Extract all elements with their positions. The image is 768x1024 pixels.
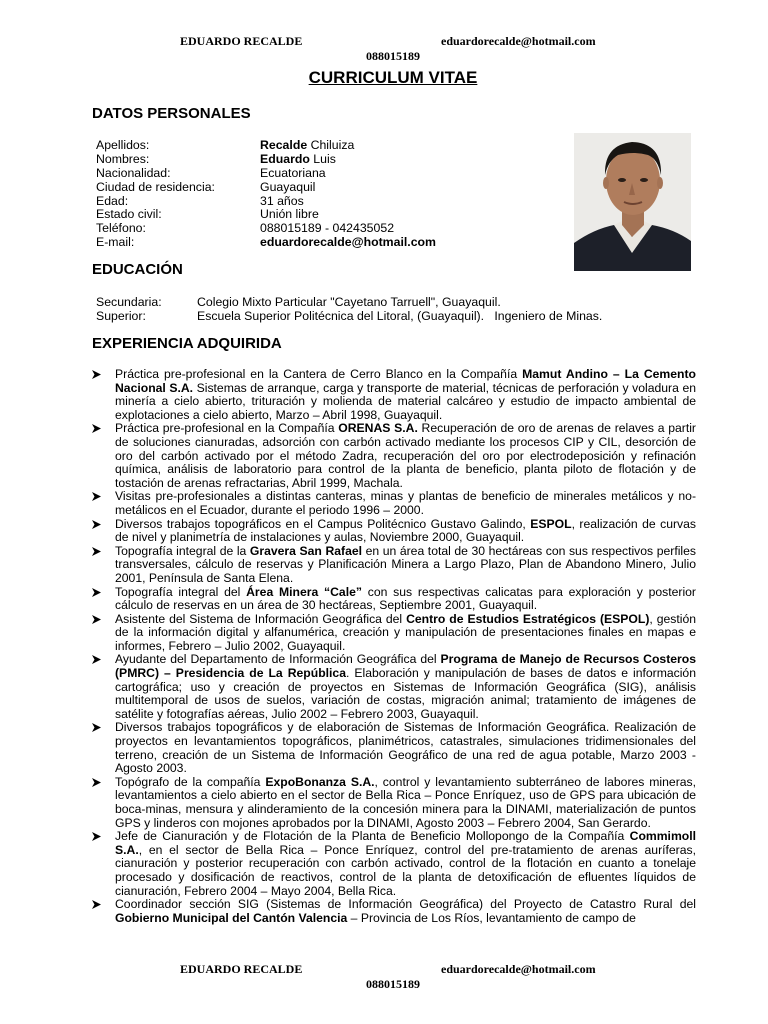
- experience-item-text: Coordinador sección SIG (Sistemas de Información Geográfica) del Proyecto de Catastro Rural del: [115, 897, 696, 912]
- personal-value-rest: 31 años: [260, 193, 304, 208]
- personal-row: [96, 139, 436, 153]
- experience-item-text: Práctica pre-profesional en la Compañía: [115, 421, 339, 436]
- personal-value: [260, 139, 354, 153]
- experience-item-text: con sus respectivas calicatas para exploración y posterior cálculo de reservas en un área de 30 hectáreas, Septiembre 2001, Guayaquil.: [115, 584, 696, 613]
- experience-item: [92, 830, 696, 898]
- personal-value-bold: Eduardo: [260, 151, 310, 166]
- header-name: EDUARDO RECALDE: [180, 34, 303, 48]
- personal-value: [260, 222, 394, 236]
- experience-heading: EXPERIENCIA ADQUIRIDA: [92, 335, 282, 352]
- experience-item-text: Topógrafo de la compañía: [115, 774, 266, 789]
- education-label: Secundaria:: [96, 295, 162, 309]
- education-row: [96, 309, 602, 323]
- header-email: eduardorecalde@hotmail.com: [441, 34, 596, 48]
- personal-label: Nacionalidad:: [96, 165, 171, 180]
- personal-label: E-mail:: [96, 235, 135, 250]
- personal-value: [260, 236, 436, 250]
- experience-item: [92, 422, 696, 490]
- personal-row: [96, 195, 436, 209]
- experience-item-emphasis: ORENAS S.A.: [338, 421, 418, 436]
- personal-value-rest: Guayaquil: [260, 179, 316, 194]
- arrow-bullet-icon: [92, 586, 102, 599]
- personal-row: [96, 208, 436, 222]
- personal-value-bold: Recalde: [260, 138, 308, 152]
- experience-item: [92, 613, 696, 654]
- personal-data-table: [96, 139, 436, 250]
- experience-item-text: Topografía integral de la: [115, 543, 250, 558]
- experience-item-text: Topografía integral del: [115, 584, 247, 599]
- personal-label: Nombres:: [96, 151, 150, 166]
- personal-value-rest: Ecuatoriana: [260, 165, 326, 180]
- experience-item-emphasis: Mamut Andino – La Cemento Nacional S.A.: [115, 367, 696, 395]
- experience-item-emphasis: Centro de Estudios Estratégicos (ESPOL): [406, 611, 650, 626]
- experience-item: [92, 490, 696, 517]
- personal-label: Apellidos:: [96, 138, 150, 152]
- experience-item-text: Ayudante del Departamento de Información Geográfica del: [115, 652, 441, 667]
- arrow-bullet-icon: [92, 490, 102, 503]
- experience-item: [92, 518, 696, 545]
- experience-item-emphasis: ExpoBonanza S.A.: [265, 774, 375, 789]
- education-heading: EDUCACIÓN: [92, 261, 183, 278]
- personal-label: Edad:: [96, 193, 129, 208]
- personal-row: [96, 181, 436, 195]
- personal-value-rest: Unión libre: [260, 207, 319, 222]
- arrow-bullet-icon: [92, 518, 102, 531]
- experience-item: [92, 368, 696, 422]
- personal-row: [96, 153, 436, 167]
- experience-item-emphasis: Área Minera “Cale”: [246, 584, 362, 599]
- education-row: [96, 295, 602, 309]
- arrow-bullet-icon: [92, 368, 102, 381]
- arrow-bullet-icon: [92, 422, 102, 435]
- personal-row: [96, 236, 436, 250]
- experience-item: [92, 776, 696, 830]
- footer-email: eduardorecalde@hotmail.com: [441, 962, 596, 976]
- footer-phone: 088015189: [366, 977, 420, 991]
- experience-item-text: , en el sector de Bella Rica – Ponce Enríquez, control del pre-tratamiento de arenas auríferas, cianuración y posterior recuperación con carbón activado, control de la flotación en cuanto a tonelaje procesado y dosificación de reactivos, control de la planta de detoxificación de efluentes líquidos de cianuración, Febrero 2004 – Mayo 2004, Bella Rica.: [115, 842, 696, 898]
- education-value: Colegio Mixto Particular "Cayetano Tarruell", Guayaquil.: [197, 295, 501, 309]
- experience-item-text: , control y levantamiento subterráneo de labores mineras, levantamientos a cielo abierto en el sector de Bella Rica – Ponce Enríquez, uso de GPS para ubicación de boca-minas, mensura y alinderamiento de la concesión minera para la DINAMI, materialización de puntos GPS y linderos con mojones aprobados por la DINAMI, Agosto 2003 – Febrero 2004, San Gerardo.: [115, 774, 697, 830]
- experience-item: [92, 653, 696, 721]
- experience-item-emphasis: Gravera San Rafael: [249, 543, 363, 558]
- experience-item-text: Asistente del Sistema de Información Geográfica del: [115, 611, 407, 626]
- experience-item-text: Jefe de Cianuración y de Flotación de la Planta de Beneficio Mollopongo de la Compañía: [115, 829, 630, 844]
- experience-item: [92, 721, 696, 775]
- experience-item: [92, 586, 696, 613]
- footer-name: EDUARDO RECALDE: [180, 962, 303, 976]
- personal-row: [96, 167, 436, 181]
- arrow-bullet-icon: [92, 613, 102, 626]
- arrow-bullet-icon: [92, 545, 102, 558]
- experience-item-emphasis: ESPOL: [530, 516, 572, 531]
- personal-label: Ciudad de residencia:: [96, 179, 215, 194]
- experience-item: [92, 898, 696, 925]
- personal-value-bold: eduardorecalde@hotmail.com: [260, 235, 436, 250]
- personal-value-rest: 088015189 - 042435052: [260, 221, 395, 236]
- personal-value: [260, 195, 304, 209]
- personal-value: [260, 181, 315, 195]
- personal-data-heading: DATOS PERSONALES: [92, 105, 251, 122]
- arrow-bullet-icon: [92, 776, 102, 789]
- experience-item-text: – Provincia de Los Ríos, levantamiento de campo de: [347, 910, 636, 925]
- header-phone: 088015189: [366, 49, 420, 63]
- experience-list: [92, 368, 696, 925]
- experience-item-text: Visitas pre-profesionales a distintas canteras, minas y plantas de beneficio de minerales metálicos y no-metálicos en el Ecuador, durante el periodo 1996 – 2000.: [115, 489, 696, 517]
- profile-photo: [574, 133, 691, 271]
- personal-value-rest: Chiluiza: [307, 138, 355, 152]
- experience-item-text: en un área total de 30 hectáreas con sus respectivos perfiles transversales, cálculo de reservas y Planificación Minera a Largo Plazo, Plan de Abandono Minero, Julio 2001, Península de Santa Elena.: [115, 543, 696, 585]
- experience-item: [92, 545, 696, 586]
- education-value: Escuela Superior Politécnica del Litoral, (Guayaquil). Ingeniero de Minas.: [197, 309, 603, 323]
- experience-item-text: , realización de curvas de nivel y planimetría de instalaciones y aulas, Noviembre 2000, Guayaquil.: [115, 516, 696, 545]
- experience-item-text: Práctica pre-profesional en la Cantera de Cerro Blanco en la Compañía: [115, 367, 523, 381]
- personal-row: [96, 222, 436, 236]
- experience-item-emphasis: Gobierno Municipal del Cantón Valencia: [115, 910, 348, 925]
- experience-item-text: Recuperación de oro de arenas de relaves a partir de soluciones cianuradas, adsorción con carbón activado mediante los procesos CIP y CIL, desorción de oro del carbón activado por el método Zadra, recuperación del oro por electrodeposición y refinación química, análisis de laboratorio para control de la planta de beneficio, planta piloto de flotación y de tostación de arenas refractarias, Abril 1999, Machala.: [115, 421, 696, 490]
- personal-value: [260, 208, 319, 222]
- personal-value-rest: Luis: [309, 151, 336, 166]
- document-title: CURRICULUM VITAE: [308, 68, 478, 87]
- experience-item-emphasis: Programa de Manejo de Recursos Costeros (PMRC) – Presidencia de La República: [115, 652, 696, 681]
- personal-value: [260, 167, 326, 181]
- experience-item-text: . Elaboración y manipulación de bases de datos e información cartográfica; uso y creación de proyectos en Sistemas de Información Geográfica (SIG), análisis multitemporal de usos de suelos, variación de costas, migración animal; tratamiento de imágenes de satélite y fotografías aéreas, Julio 2002 – Febrero 2003, Guayaquil.: [115, 666, 696, 721]
- personal-value: [260, 153, 336, 167]
- personal-label: Teléfono:: [96, 221, 146, 236]
- arrow-bullet-icon: [92, 653, 102, 666]
- arrow-bullet-icon: [92, 721, 102, 734]
- education-table: [96, 295, 602, 323]
- experience-item-text: , gestión de la información digital y alfanumérica, creación y manipulación de presentaciones finales en mapas e informes, Febrero – Julio 2002, Guayaquil.: [115, 611, 697, 653]
- education-label: Superior:: [96, 309, 146, 323]
- arrow-bullet-icon: [92, 898, 102, 911]
- experience-item-text: Diversos trabajos topográficos en el Campus Politécnico Gustavo Galindo,: [115, 516, 531, 531]
- experience-item-emphasis: Commimoll S.A.: [115, 829, 696, 857]
- arrow-bullet-icon: [92, 830, 102, 843]
- experience-item-text: Diversos trabajos topográficos y de elaboración de Sistemas de Información Geográfica. Realización de proyectos en levantamientos topográficos, planimétricos, catastrales, simulaciones tridimensionales del terreno, creación de un Sistema de Información Geográfico de una red de agua potable, Marzo 2003 - Agosto 2003.: [115, 720, 696, 776]
- personal-label: Estado civil:: [96, 207, 162, 222]
- experience-item-text: Sistemas de arranque, carga y transporte de material, técnicas de perforación y voladura en minería a cielo abierto, trituración y molienda de material calcáreo y estudio de impacto ambiental de explotaciones a cielo abierto, Marzo – Abril 1998, Guayaquil.: [115, 380, 697, 422]
